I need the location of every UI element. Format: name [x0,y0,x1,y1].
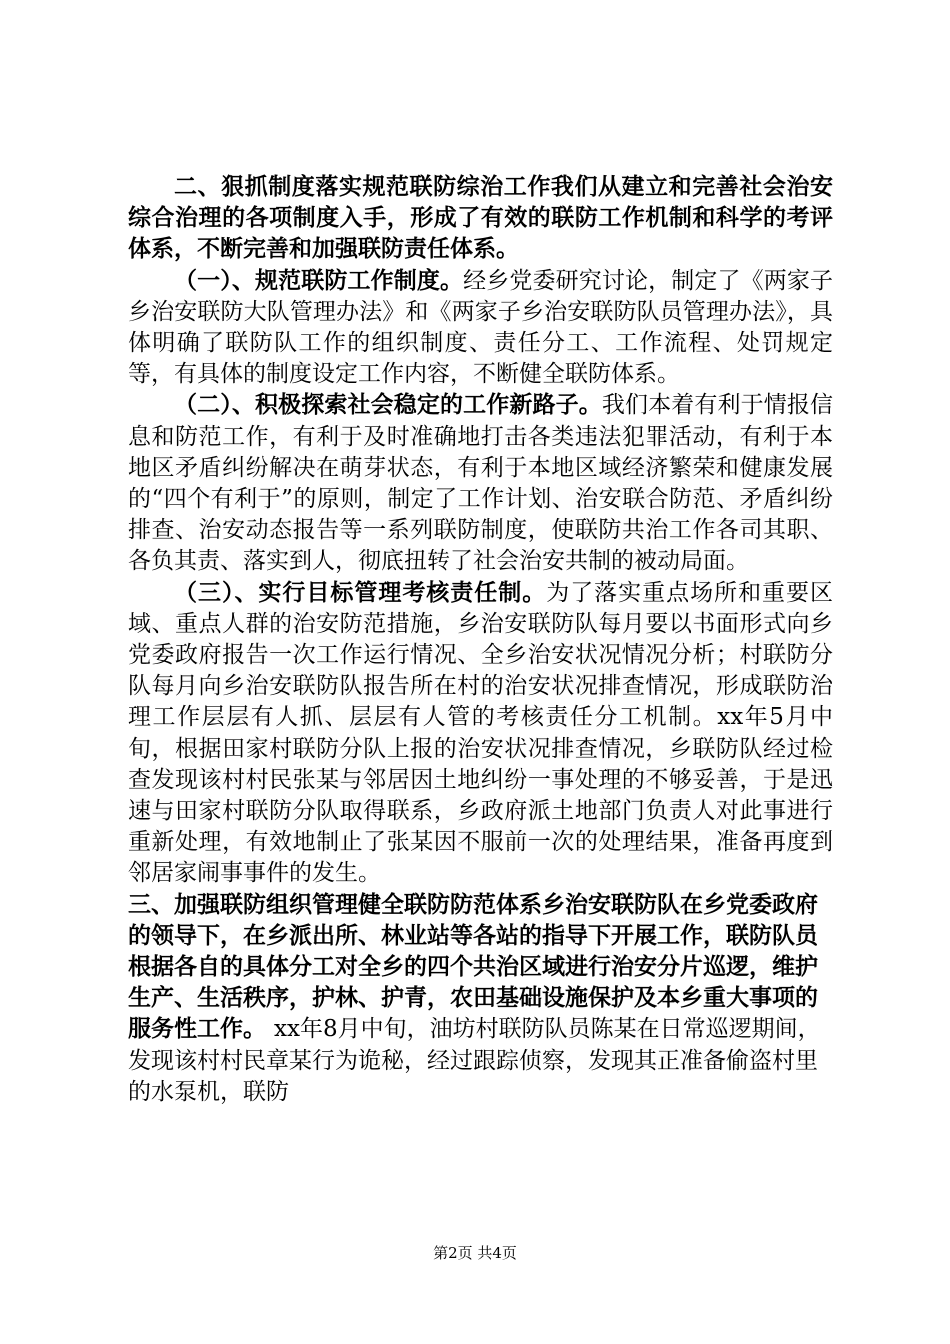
section-2-text: 二、狠抓制度落实规范联防综治工作我们从建立和完善社会治安综合治理的各项制度入手，形成了有效的联防工作机制和科学的考评体系，不断完善和加强联防责任体系。 [128,174,833,263]
section-3-continuation-text: xx年8月中旬，油坊村联防队员陈某在日常巡逻期间，发现该村村民章某行为诡秘，经过跟踪侦察，发现其正准备偷盗村里的水泵机，联防 [128,1016,821,1105]
subsection-1-title: （一）、规范联防工作制度。 [174,267,464,294]
subsection-1-text: 经乡党委研究讨论，制定了《两家子乡治安联防大队管理办法》和《两家子乡治安联防队员管理办法》，具体明确了联防队工作的组织制度、责任分工、工作流程、处罚规定等，有具体的制度设定工作内容，不断健全联防体系。 [128,267,833,388]
document-body [128,172,833,1108]
section-2-heading-paragraph [128,172,833,266]
subsection-3-paragraph [128,578,833,890]
subsection-2-text: 我们本着有利于情报信息和防范工作，有利于及时准确地打击各类违法犯罪活动，有利于本地区矛盾纠纷解决在萌芽状态，有利于本地区域经济繁荣和健康发展的“四个有利于”的原则，制定了工作计划、治安联合防范、矛盾纠纷排查、治安动态报告等一系列联防制度，使联防共治工作各司其职、各负其责、落实到人，彻底扭转了社会治安共制的被动局面。 [128,392,833,575]
subsection-3-title: （三）、实行目标管理考核责任制。 [174,579,547,606]
page-footer [0,1243,950,1263]
subsection-1-paragraph [128,266,833,391]
subsection-2-title: （二）、积极探索社会稳定的工作新路子。 [174,392,602,419]
subsection-3-text: 为了落实重点场所和重要区域、重点人群的治安防范措施，乡治安联防队每月要以书面形式向乡党委政府报告一次工作运行情况、全乡治安状况情况分析；村联防分队每月向乡治安联防队报告所在村的治安状况排查情况，形成联防治理工作层层有人抓、层层有人管的考核责任分工机制。xx年5月中旬，根据田家村联防分队上报的治安状况排查情况，乡联防队经过检查发现该村村民张某与邻居因土地纠纷一事处理的不够妥善，于是迅速与田家村联防分队取得联系，乡政府派土地部门负责人对此事进行重新处理，有效地制止了张某因不服前一次的处理结果，准备再度到邻居家闹事事件的发生。 [128,579,834,887]
subsection-2-paragraph [128,390,833,577]
page-number-label: 第2页 共4页 [433,1244,517,1262]
section-3-text: 三、加强联防组织管理健全联防防范体系乡治安联防队在乡党委政府的领导下，在乡派出所、林业站等各站的指导下开展工作，联防队员根据各自的具体分工对全乡的四个共治区域进行治安分片巡逻，维护生产、生活秩序，护林、护青，农田基础设施保护及本乡重大事项的服务性工作。 [128,891,818,1043]
